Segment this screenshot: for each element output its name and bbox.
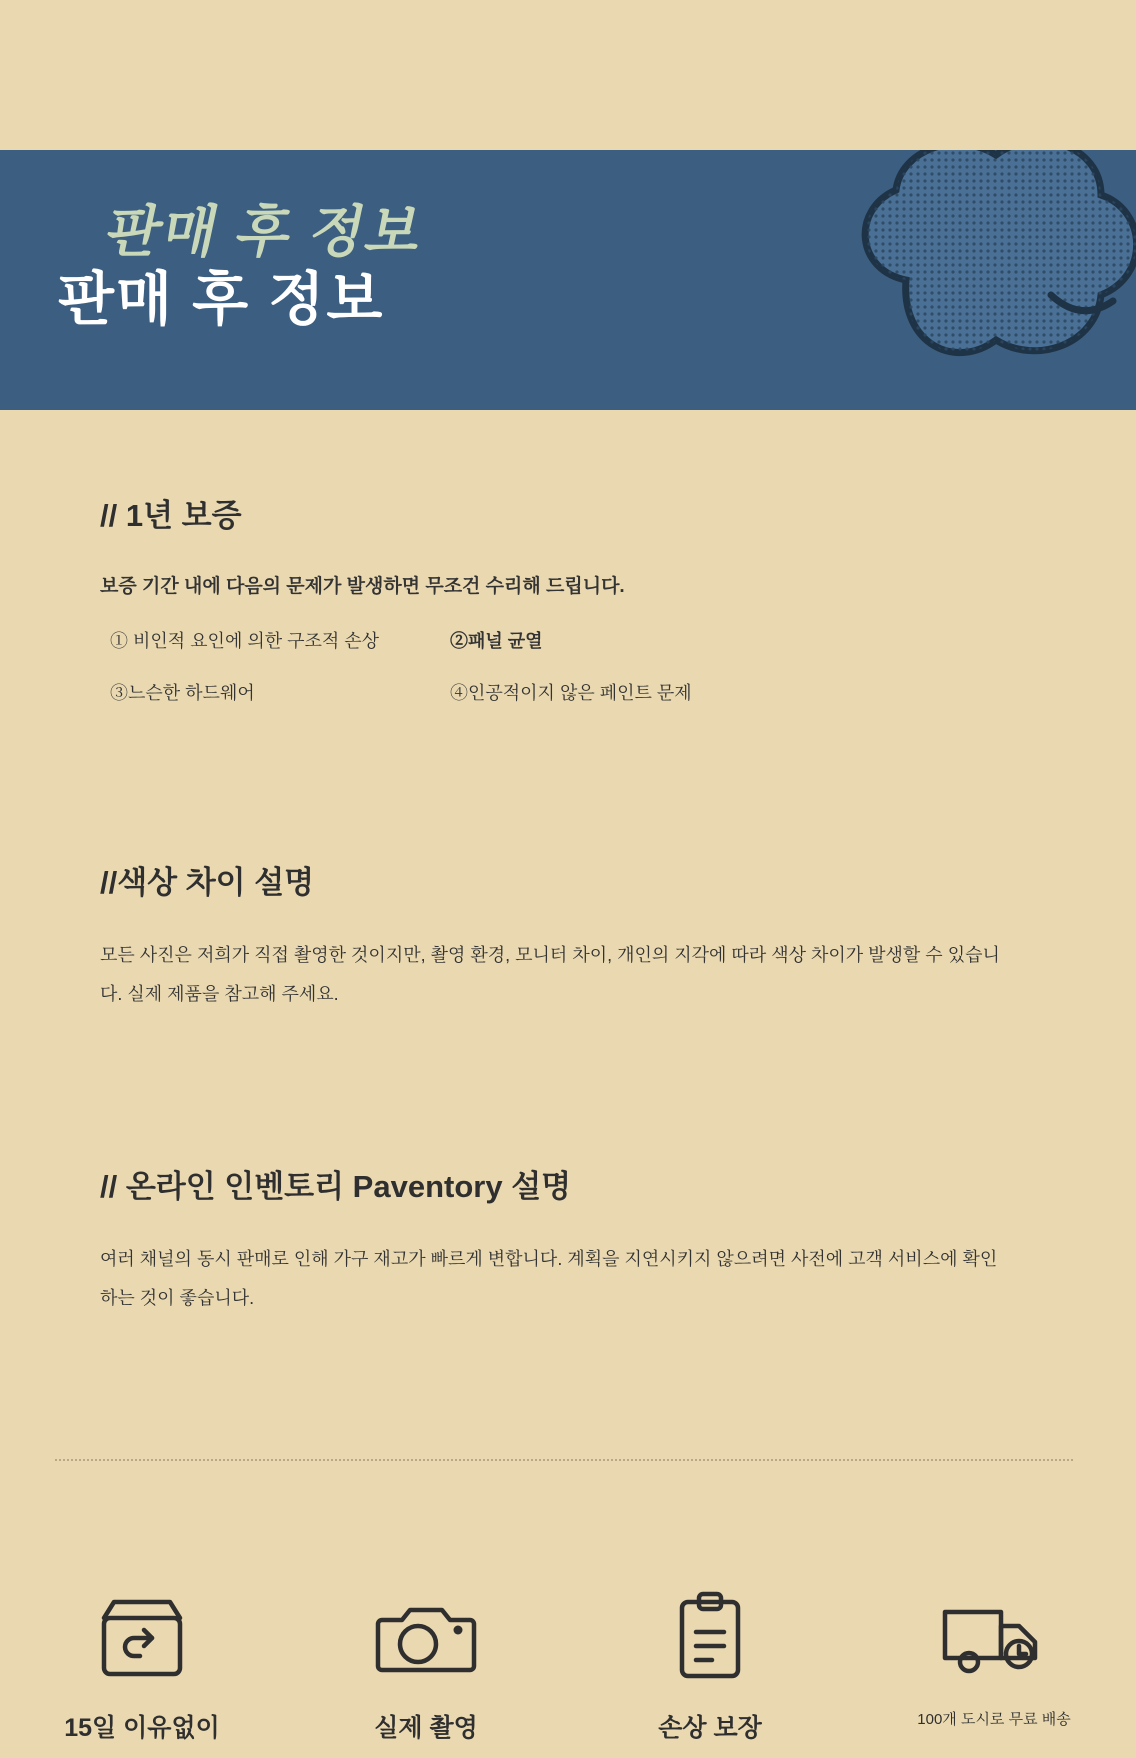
feature-badges-row [0,1585,1136,1744]
warranty-item: ③느슨한 하드웨어 [110,683,255,704]
section-inventory [0,1161,1136,1317]
feature-label: 100개 도시로 무료 배송 [917,1711,1071,1728]
return-box-icon [0,1585,284,1690]
section-warranty [0,490,1136,705]
warranty-item: ②패널 균열 [450,631,543,652]
section-color-difference-text: 모든 사진은 저희가 직접 촬영한 것이지만, 촬영 환경, 모니터 차이, 개인의 지각에 따라 색상 차이가 발생할 수 있습니다. 실제 제품을 참고해 주세요. [100,945,1000,1004]
section-color-difference-heading: //색상 차이 설명 [100,865,315,901]
section-warranty-heading: // 1년 보증 [100,498,242,533]
warranty-item: ④인공적이지 않은 페인트 문제 [450,683,692,704]
feature-label: 실제 촬영 [374,1714,478,1742]
feature-item-return [0,1585,284,1744]
warranty-item: ① 비인적 요인에 의한 구조적 손상 [110,631,380,652]
feature-item-photo [284,1585,568,1744]
clipboard-icon [568,1585,852,1690]
section-inventory-text: 여러 채널의 동시 판매로 인해 가구 재고가 빠르게 변합니다. 계획을 지연시키지 않으려면 사전에 고객 서비스에 확인하는 것이 좋습니다. [100,1249,998,1309]
decorative-blob-icon [836,150,1136,410]
feature-label: 15일 이유없이 [64,1714,220,1742]
page-header-banner [0,150,1136,410]
section-inventory-heading: // 온라인 인벤토리 Paventory 설명 [100,1169,572,1205]
camera-icon [284,1585,568,1690]
feature-label: 손상 보장 [658,1714,762,1742]
banner-title: 판매 후 정보 [58,267,385,332]
feature-item-shipping [852,1585,1136,1744]
warranty-item-grid [100,627,1036,705]
section-divider [55,1459,1073,1461]
section-warranty-intro: 보증 기간 내에 다음의 문제가 발생하면 무조건 수리해 드립니다. [100,576,625,597]
content-area [0,410,1136,1336]
banner-title-shadow: 판매 후 정보 [100,200,430,263]
section-color-difference [0,857,1136,1013]
feature-item-damage [568,1585,852,1744]
delivery-truck-icon [852,1585,1136,1690]
